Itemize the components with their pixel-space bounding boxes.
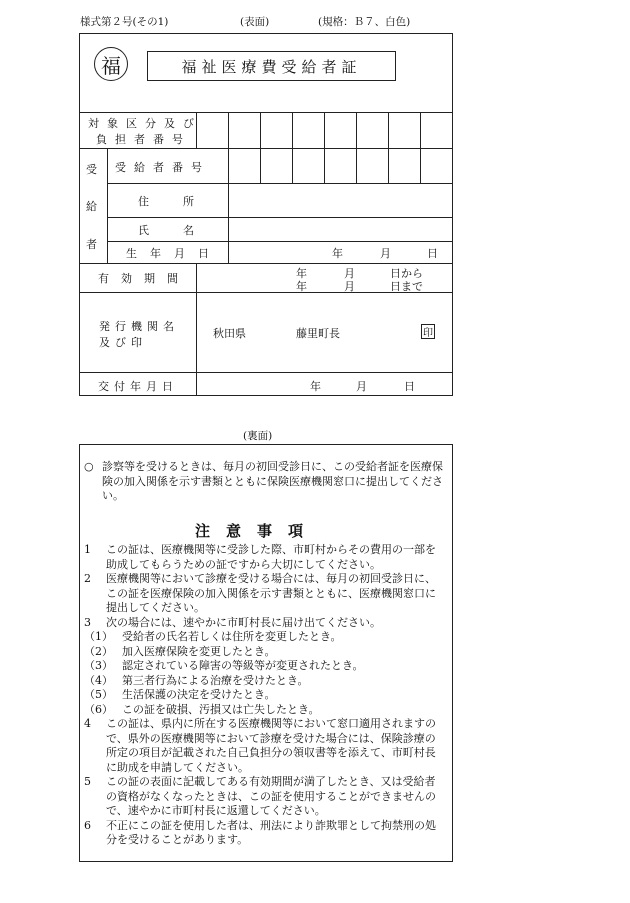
col-line (260, 112, 261, 183)
note-number: 2 (84, 572, 91, 585)
row-line (107, 217, 453, 218)
note-text: 加入医療保険を変更したとき。 (122, 644, 276, 658)
col-line (228, 112, 229, 263)
validity-to-suffix: 日まで (390, 280, 423, 293)
fuku-circle-symbol: 福 (94, 47, 128, 81)
validity-from-suffix: 日から (390, 267, 423, 280)
note-text: 医療機関等において診療を受ける場合には、毎月の初回受診日に、この証を医療保険の加入関係を示す書類とともに、医療機関窓口に提出してください。 (106, 572, 436, 614)
notice-mark: ○ (84, 460, 94, 473)
note-number: （6） (84, 702, 113, 716)
notice-text: 診察等を受けるときは、毎月の初回受診日に、この受給者証を医療保険の加入関係を示す書類とともに保険医療機関窓口に提出してください。 (102, 460, 443, 502)
row-line (79, 263, 453, 264)
col-line (356, 112, 357, 183)
back-side-label: (裏面) (243, 430, 273, 442)
note-number: 4 (84, 717, 91, 730)
issue-day: 日 (404, 380, 415, 393)
recipient-group-char: 者 (86, 238, 97, 251)
note-text: 受給者の氏名若しくは住所を変更したとき。 (122, 630, 342, 643)
note-text: 次の場合には、速やかに市町村長に届け出てください。 (106, 615, 381, 629)
note-text: この証を破損、汚損又は亡失したとき。 (122, 702, 320, 716)
issuer-town: 藤里町長 (296, 327, 340, 340)
note-number: （1） (84, 630, 113, 643)
col-line (420, 112, 421, 183)
notes-list (84, 543, 446, 848)
row-line (79, 372, 453, 373)
note-number: 3 (84, 615, 91, 629)
note-number: （3） (84, 659, 113, 672)
dob-year: 年 (332, 247, 343, 260)
note-number: （5） (84, 688, 113, 701)
note-text: 不正にこの証を使用した者は、刑法により詐欺罪として拘禁刑の処分を受けることがあります。 (106, 818, 436, 846)
note-text: 認定されている障害の等級等が変更されたとき。 (122, 659, 364, 672)
col-line (388, 112, 389, 183)
issuer-label-line2: 及び印 (99, 336, 147, 349)
address-label: 住所 (138, 195, 228, 208)
name-label: 氏名 (138, 224, 228, 237)
row-line (79, 112, 453, 113)
issue-date-label: 交付年月日 (98, 380, 178, 393)
notes-title: 注意事項 (195, 522, 320, 540)
col-line (196, 263, 197, 396)
note-item (84, 572, 446, 616)
form-number: 様式第２号(その1) (80, 16, 169, 28)
validity-from-month: 月 (344, 267, 355, 280)
issuer-label-line1: 発行機関名 (99, 320, 179, 333)
row-line (79, 148, 453, 149)
front-side-label: (表面) (240, 16, 270, 28)
spec-label: (規格：Ｂ７、白色) (318, 16, 411, 28)
issuer-prefecture: 秋田県 (213, 327, 246, 340)
note-subitem (84, 630, 446, 645)
dob-day: 日 (427, 247, 438, 260)
note-subitem (84, 659, 446, 674)
col-line (324, 112, 325, 183)
category-label-line1: 対象区分及び (88, 117, 202, 130)
dob-month: 月 (380, 247, 391, 260)
note-text: 生活保護の決定を受けたとき。 (122, 688, 276, 701)
note-item (84, 819, 446, 848)
note-number: （2） (84, 644, 113, 658)
note-subitem (84, 674, 446, 689)
official-seal-box: 印 (421, 324, 435, 339)
row-line (107, 241, 453, 242)
issue-year: 年 (310, 380, 321, 393)
col-line (292, 112, 293, 183)
issue-month: 月 (356, 380, 367, 393)
note-item (84, 616, 446, 631)
validity-to-year: 年 (296, 280, 307, 293)
note-text: 第三者行為による治療を受けたとき。 (122, 673, 309, 687)
note-number: 6 (84, 818, 91, 832)
validity-label: 有効期間 (98, 272, 190, 285)
validity-from-year: 年 (296, 267, 307, 280)
notice-block (84, 460, 446, 504)
note-text: この証は、医療機関等に受診した際、市町村からその費用の一部を助成してもらうための証ですから大切にしてください。 (106, 543, 436, 571)
note-subitem (84, 703, 446, 718)
dob-label: 生年月日 (126, 247, 222, 260)
note-item (84, 775, 446, 819)
recipient-number-label: 受給者番号 (115, 161, 210, 174)
recipient-group-char: 給 (86, 200, 97, 213)
note-subitem (84, 688, 446, 703)
note-text: この証は、県内に所在する医療機関等において窓口適用されますので、県外の医療機関等において診療を受けた場合には、保険診療の所定の項目が記載された自己負担分の領収書等を添えて、市町村長に助成を申請してください。 (106, 717, 436, 774)
note-number: 5 (84, 775, 91, 788)
col-line (107, 148, 108, 263)
note-item (84, 543, 446, 572)
card-title: 福祉医療費受給者証 (147, 51, 396, 81)
validity-to-month: 月 (344, 280, 355, 293)
note-number: （4） (84, 673, 113, 687)
note-subitem (84, 645, 446, 660)
category-label-line2: 負担者番号 (96, 133, 191, 146)
note-number: 1 (84, 543, 91, 556)
row-line (107, 183, 453, 184)
note-text: この証の表面に記載してある有効期間が満了したとき、又は受給者の資格がなくなったときは、この証を使用することができませんので、速やかに市町村長に返還してください。 (106, 775, 436, 817)
recipient-group-char: 受 (86, 163, 97, 176)
note-item (84, 717, 446, 775)
